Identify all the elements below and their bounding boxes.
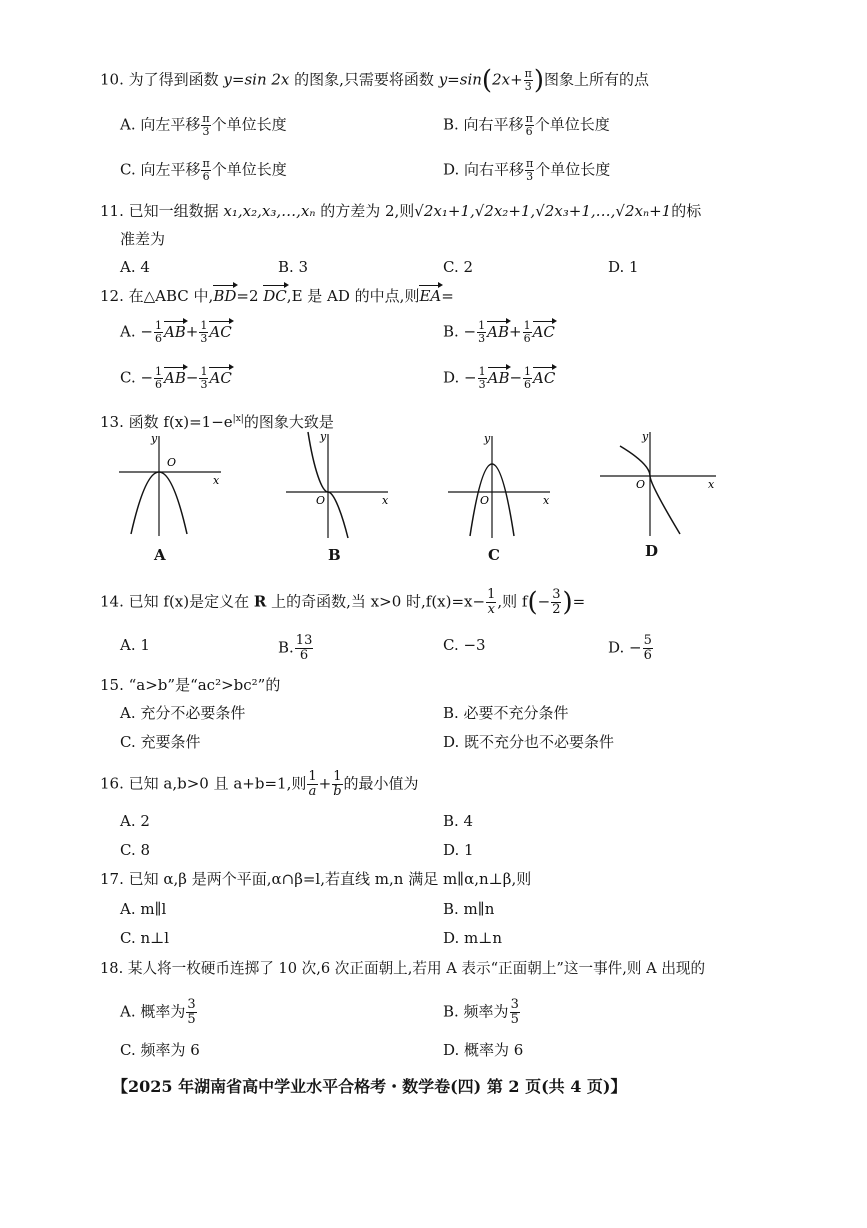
graph-d: [598, 428, 720, 540]
q15-option-a: A. 充分不必要条件: [120, 704, 246, 722]
graph-a-origin: O: [167, 456, 177, 469]
graph-b-y-label: y: [320, 430, 327, 443]
q11-stem-line2: 准差为: [120, 230, 166, 248]
graph-d-x-label: x: [708, 478, 715, 491]
q15-option-c: C. 充要条件: [120, 733, 201, 751]
q14-option-b: B. $\frac{13}{6}$: [278, 633, 313, 663]
graph-a-label: A: [154, 546, 166, 564]
q14-option-c: C. −3: [443, 636, 486, 654]
q18-option-c: C. 频率为 6: [120, 1041, 200, 1059]
q12-option-a: A. − $\frac{1}{6}$ AB+ $\frac{1}{3}$ AC: [120, 319, 232, 345]
q10-stem: 10. 为了得到函数 y=sin 2x 的图象,只需要将函数 y=sin(2x+ $\frac{\pi}{3}$ )图象上所有的点: [100, 65, 650, 96]
q18-option-a: A. 概率为 $\frac{3}{5}$: [120, 997, 196, 1027]
graph-d-label: D: [645, 542, 659, 560]
q16-option-c: C. 8: [120, 841, 151, 859]
q12-stem: 12. 在△ABC 中,BD=2 DC,E 是 AD 的中点,则EA=: [100, 287, 454, 305]
q14-option-a: A. 1: [120, 636, 150, 654]
graph-b: [282, 430, 394, 542]
q17-stem: 17. 已知 α,β 是两个平面,α∩β=l,若直线 m,n 满足 m∥α,n⊥β,则: [100, 870, 532, 888]
q10-option-c: C. 向左平移 $\frac{\pi}{6}$ 个单位长度: [120, 157, 287, 183]
graph-a-x-label: x: [213, 474, 220, 487]
q16-option-a: A. 2: [120, 812, 150, 830]
graph-c: [446, 432, 556, 542]
q12-option-d: D. − $\frac{1}{3}$ AB− $\frac{1}{6}$ AC: [443, 365, 556, 391]
q14-option-d: D. − $\frac{5}{6}$: [608, 633, 652, 663]
q11-option-a: A. 4: [120, 258, 150, 276]
graph-d-y-label: y: [642, 430, 649, 443]
q18-option-b: B. 频率为 $\frac{3}{5}$: [443, 997, 519, 1027]
q16-option-d: D. 1: [443, 841, 474, 859]
q16-option-b: B. 4: [443, 812, 474, 830]
q10-option-d: D. 向右平移 $\frac{\pi}{3}$ 个单位长度: [443, 157, 611, 183]
q15-option-d: D. 既不充分也不必要条件: [443, 733, 615, 751]
graph-b-label: B: [328, 546, 341, 564]
graph-d-origin: O: [636, 478, 646, 491]
q17-option-b: B. m∥n: [443, 900, 495, 918]
q11-option-d: D. 1: [608, 258, 639, 276]
graph-c-origin: O: [480, 494, 490, 507]
q15-option-b: B. 必要不充分条件: [443, 704, 569, 722]
graph-a-y-label: y: [151, 432, 158, 445]
graph-a: [115, 432, 225, 542]
q17-option-d: D. m⊥n: [443, 929, 503, 947]
graph-b-origin: O: [316, 494, 326, 507]
graph-b-x-label: x: [382, 494, 389, 507]
q13-stem: 13. 函数 $f(x)=1-e^{|x|}$的图象大致是: [100, 413, 334, 431]
graph-c-x-label: x: [543, 494, 550, 507]
q11-option-b: B. 3: [278, 258, 309, 276]
q17-option-a: A. m∥l: [120, 900, 167, 918]
q18-stem: 18. 某人将一枚硬币连掷了 10 次,6 次正面朝上,若用 A 表示“正面朝上”这一事件,则 A 出现的: [100, 960, 706, 977]
q12-option-b: B. − $\frac{1}{3}$ AB+ $\frac{1}{6}$ AC: [443, 319, 555, 345]
graph-c-y-label: y: [484, 432, 491, 445]
q11-option-c: C. 2: [443, 258, 474, 276]
q18-option-d: D. 概率为 6: [443, 1041, 524, 1059]
q10-option-b: B. 向右平移 $\frac{\pi}{6}$ 个单位长度: [443, 112, 610, 138]
q16-stem: 16. 已知 a,b>0 且 a+b=1,则 $\frac{1}{a}$ + $\frac{1}{b}$ 的最小值为: [100, 769, 419, 799]
q17-option-c: C. n⊥l: [120, 929, 170, 947]
q12-option-c: C. − $\frac{1}{6}$ AB− $\frac{1}{3}$ AC: [120, 365, 232, 391]
q15-stem: 15. “a>b”是“ac²>bc²”的: [100, 676, 281, 694]
graph-c-label: C: [488, 546, 500, 564]
q10-option-a: A. 向左平移 $\frac{\pi}{3}$ 个单位长度: [120, 112, 287, 138]
page-footer: 【2025 年湖南省高中学业水平合格考・数学卷(四) 第 2 页(共 4 页)】: [112, 1077, 627, 1096]
q11-stem: 11. 已知一组数据 x₁,x₂,x₃,…,xₙ 的方差为 2,则√2x₁+1,√2x₂+1,√2x₃+1,…,√2xₙ+1的标: [100, 202, 702, 220]
q14-stem: 14. 已知 f(x)是定义在 R 上的奇函数,当 x>0 时,f(x)=x− $\frac{1}{x}$ ,则 f(− $\frac{3}{2}$ )=: [100, 587, 586, 618]
